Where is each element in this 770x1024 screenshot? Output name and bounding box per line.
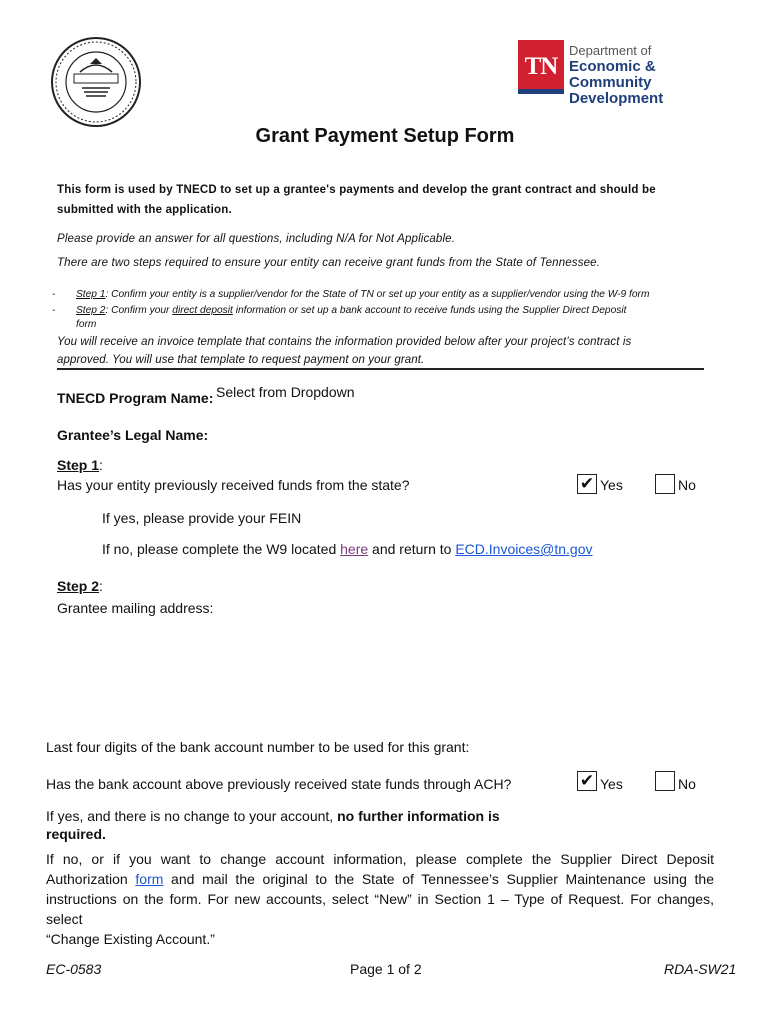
state-seal-logo — [50, 36, 142, 128]
step2-bullet-label: Step 2 — [76, 305, 106, 316]
legal-name-label: Grantee’s Legal Name: — [57, 427, 209, 443]
step1-question: Has your entity previously received funds from the state? — [57, 477, 410, 493]
checkmark-icon: ✔ — [579, 771, 595, 790]
dept-line-3: Community Development — [569, 74, 664, 107]
step1-no-label: No — [678, 477, 696, 493]
step1-no-checkbox[interactable] — [655, 474, 675, 494]
mailing-address-label: Grantee mailing address: — [57, 600, 214, 616]
footer-form-code: EC-0583 — [46, 961, 102, 977]
intro-text — [57, 180, 707, 220]
intro-line-2: submitted with the application. — [57, 204, 232, 216]
ach-yes-checkbox[interactable] — [577, 771, 597, 791]
instruction-na: Please provide an answer for all questions, including N/A for Not Applicable. — [57, 233, 456, 245]
intro-line-1: This form is used by TNECD to set up a grantee's payments and develop the grant contract and should be — [57, 184, 656, 196]
last-four-label: Last four digits of the bank account number to be used for this grant: — [46, 739, 470, 755]
ach-yes-label: Yes — [600, 776, 623, 792]
w9-instruction: If no, please complete the W9 located here and return to ECD.Invoices@tn.gov — [102, 541, 593, 557]
footer-page-number: Page 1 of 2 — [350, 961, 422, 977]
step1-yes-label: Yes — [600, 477, 623, 493]
instruction-two-steps: There are two steps required to ensure your entity can receive grant funds from the State of Tennessee. — [57, 257, 601, 269]
change-account-paragraph: If no, or if you want to change account information, please complete the Supplier Direct Deposit Authorization form and mail the original to the State of Tennessee’s Supplier Maintenance using the instructions on the form. For new accounts, select “New” in Section 1 – Type of Request. For changes, select “Change Existing Account.” — [46, 851, 714, 947]
step1-bullet-label: Step 1 — [76, 289, 106, 300]
form-title: Grant Payment Setup Form — [255, 125, 515, 147]
dept-line-2: Economic & — [569, 58, 656, 75]
program-name-label: TNECD Program Name: — [57, 390, 214, 406]
invoice-note: You will receive an invoice template that contains the information provided below after your project’s contract is approved. You will use that template to request payment on your grant. — [57, 336, 632, 366]
direct-deposit-form-link[interactable]: form — [135, 871, 164, 887]
ach-no-checkbox[interactable] — [655, 771, 675, 791]
checkmark-icon: ✔ — [579, 474, 595, 493]
step1-heading: Step 1: — [57, 457, 103, 473]
step1-yes-checkbox[interactable] — [577, 474, 597, 494]
tn-logo-mark — [518, 40, 564, 94]
program-name-dropdown[interactable]: Select from Dropdown — [216, 384, 355, 400]
ach-question: Has the bank account above previously received state funds through ACH? — [46, 776, 512, 792]
tnecd-logo — [518, 40, 738, 107]
footer-revision: RDA-SW21 — [664, 961, 737, 977]
list-item: - Step 2: Confirm your direct deposit information or set up a bank account to receive funds using the Supplier Direct Deposit — [52, 305, 627, 316]
no-change-note: If yes, and there is no change to your account, no further information is required. — [46, 808, 500, 842]
fein-prompt: If yes, please provide your FEIN — [102, 510, 302, 526]
list-item-continuation: form — [76, 319, 97, 330]
department-name — [569, 43, 738, 107]
w9-here-link[interactable]: here — [340, 541, 369, 557]
direct-deposit-term: direct deposit — [172, 305, 233, 316]
ach-no-label: No — [678, 776, 696, 792]
invoices-email-link[interactable]: ECD.Invoices@tn.gov — [455, 541, 593, 557]
list-item: - Step 1: Confirm your entity is a supplier/vendor for the State of TN or set up your entity as a supplier/vendor using the W-9 form — [52, 289, 650, 300]
dept-line-1: Department of — [569, 43, 652, 58]
steps-list — [52, 288, 732, 332]
step2-heading: Step 2: — [57, 578, 103, 594]
section-divider — [57, 368, 704, 370]
tn-logo-text: TN — [524, 53, 558, 80]
